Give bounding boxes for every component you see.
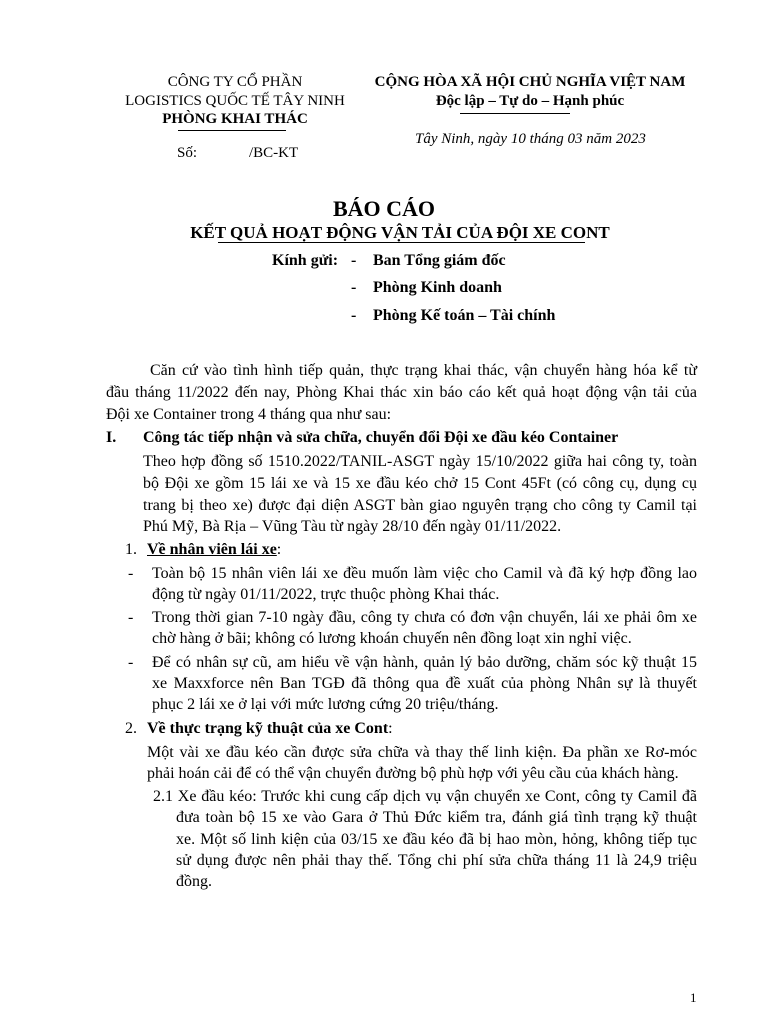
report-title: BÁO CÁO: [332, 196, 436, 221]
bullet-dash: -: [128, 565, 134, 582]
intro-line: đầu tháng 11/2022 đến nay, Phòng Khai thác xin báo cáo kết quả hoạt động vận tải của: [106, 384, 697, 401]
bullet-text-line: xe Maxxforce nên Ban TGĐ đã thông qua đề xuất của phòng Nhân sự là thuyết: [152, 675, 697, 692]
number-label: Số:: [177, 145, 198, 161]
subsection-paragraph-line: Một vài xe đầu kéo cần được sửa chữa và thay thế linh kiện. Đa phần xe Rơ-móc: [147, 744, 697, 761]
national-motto: Độc lập – Tự do – Hạnh phúc: [435, 93, 625, 109]
item-line: đồng.: [176, 873, 212, 890]
intro-line: Căn cứ vào tình hình tiếp quản, thực trạng khai thác, vận chuyển hàng hóa kể từ: [150, 362, 697, 379]
page-number: 1: [690, 990, 697, 1005]
department-name: PHÒNG KHAI THÁC: [162, 111, 308, 127]
subsection-colon: :: [276, 541, 282, 558]
date-place: Tây Ninh, ngày 10 tháng 03 năm 2023: [415, 131, 646, 147]
section-heading: Công tác tiếp nhận và sửa chữa, chuyển đổi Đội xe đầu kéo Container: [143, 429, 619, 446]
nation-name: CỘNG HÒA XÃ HỘI CHỦ NGHĨA VIỆT NAM: [374, 74, 686, 90]
item-line: xe. Một số linh kiện của 03/15 xe đầu kéo đã bị hao mòn, hỏng, không tiếp tục: [176, 831, 697, 848]
intro-line: Đội xe Container trong 4 tháng qua như sau:: [106, 406, 392, 423]
subtitle-underline: [218, 242, 585, 243]
recipient-dash: -: [351, 252, 357, 269]
department-underline: [178, 130, 286, 131]
subsection-heading: Về thực trạng kỹ thuật của xe Cont: [147, 720, 389, 737]
bullet-dash: -: [128, 609, 134, 626]
section-paragraph-line: Phú Mỹ, Bà Rịa – Vũng Tàu từ ngày 28/10 đến ngày 01/11/2022.: [143, 518, 562, 535]
bullet-text-line: phục 2 lái xe ở lại với mức lương cứng 20 triệu/tháng.: [152, 696, 499, 713]
item-line: sử dụng được nên phải thay thế. Tổng chi phí sửa chữa tháng 11 là 24,9 triệu: [176, 852, 697, 869]
section-numeral: I.: [106, 429, 117, 446]
recipient-dash: -: [351, 307, 357, 324]
motto-underline: [460, 113, 570, 114]
subsection-number: 2.: [125, 720, 137, 737]
bullet-dash: -: [128, 654, 134, 671]
subsection-heading: Về nhân viên lái xe: [147, 541, 277, 558]
company-name-line2: LOGISTICS QUỐC TẾ TÂY NINH: [125, 93, 345, 109]
section-paragraph-line: trang bị theo xe) được đại diện ASGT bàn giao nguyên trạng cho công ty Camil tại: [143, 497, 697, 514]
section-paragraph-line: Theo hợp đồng số 1510.2022/TANIL-ASGT ngày 15/10/2022 giữa hai công ty, toàn: [143, 453, 697, 470]
recipient-item: Phòng Kế toán – Tài chính: [373, 307, 556, 324]
item-line: đưa toàn bộ 15 xe vào Gara ở Thủ Đức kiểm tra, đánh giá tình trạng kỹ thuật: [176, 809, 697, 826]
subsection-number: 1.: [125, 541, 137, 558]
subsection-colon: :: [388, 720, 393, 737]
bullet-text-line: chờ hàng ở bãi; không có lương khoán chuyến nên đồng loạt xin nghỉ việc.: [152, 630, 632, 647]
bullet-text-line: Toàn bộ 15 nhân viên lái xe đều muốn làm việc cho Camil và đã ký hợp đồng lao: [152, 565, 697, 582]
section-paragraph-line: bộ Đội xe gồm 15 lái xe và 15 xe đầu kéo chở 15 Cont 45Ft (có công cụ, dụng cụ: [143, 475, 697, 492]
report-subtitle: KẾT QUẢ HOẠT ĐỘNG VẬN TẢI CỦA ĐỘI XE CONT: [190, 223, 610, 242]
recipients-label: Kính gửi:: [272, 252, 339, 269]
recipient-dash: -: [351, 279, 357, 296]
number-code: /BC-KT: [249, 145, 299, 161]
recipient-item: Ban Tổng giám đốc: [373, 252, 506, 269]
subsection-paragraph-line: phải hoán cải để có thể vận chuyển đường bộ phù hợp với yêu cầu của khách hàng.: [147, 765, 679, 782]
company-name-line1: CÔNG TY CỔ PHẦN: [167, 74, 303, 90]
item-line: 2.1 Xe đầu kéo: Trước khi cung cấp dịch vụ vận chuyển xe Cont, công ty Camil đã: [153, 788, 697, 805]
bullet-text-line: Để có nhân sự cũ, am hiểu về vận hành, quản lý bảo dưỡng, chăm sóc kỹ thuật 15: [152, 654, 697, 671]
bullet-text-line: Trong thời gian 7-10 ngày đầu, công ty chưa có đơn vận chuyển, lái xe phải ôm xe: [152, 609, 697, 626]
bullet-text-line: động từ ngày 01/11/2022, trực thuộc phòng Khai thác.: [152, 586, 500, 603]
recipient-item: Phòng Kinh doanh: [373, 279, 502, 296]
